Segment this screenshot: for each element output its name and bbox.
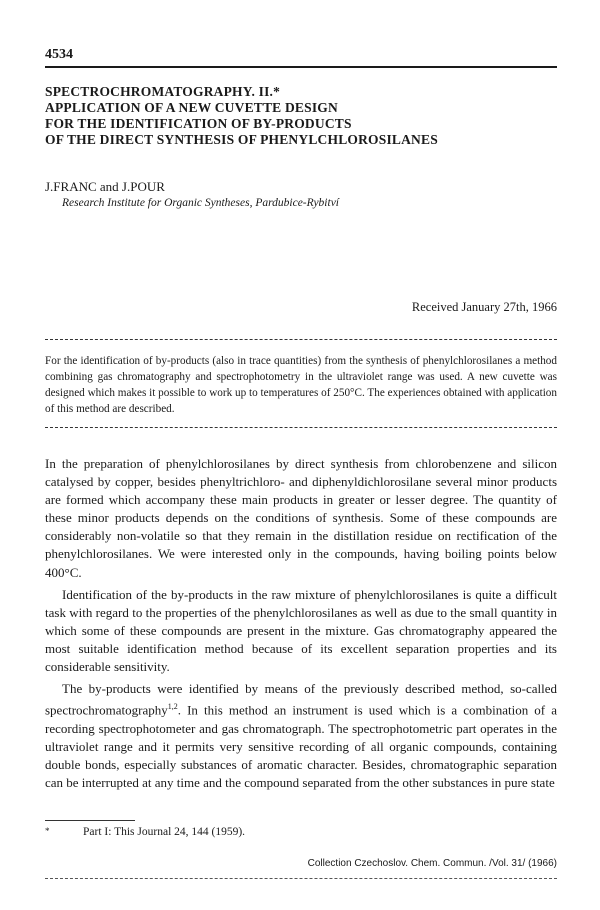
paragraph [45,680,557,792]
paragraph: In the preparation of phenylchlorosilanes by direct synthesis from chlorobenzene and silicon catalysed by copper, besides phenyltrichloro- and diphenyldichlorosilane several minor products are formed which accompany these main products in greater or lesser degree. The quantity of these minor products depends on the conditions of synthesis. Some of these compounds are considerably non-volatile so that they remain in the distillation residue on rectification of the phenylchlorosilanes. We were interested only in the compounds, having boiling points below 400°C. [45,456,557,580]
title-line: OF THE DIRECT SYNTHESIS OF PHENYLCHLOROSILANES [45,132,438,147]
reference-superscript: 1,2 [167,702,178,712]
footnote-text: Part I: This Journal 24, 144 (1959). [83,826,246,838]
authors: J.FRANC and J.POUR [45,179,165,194]
abstract: For the identification of by-products (also in trace quantities) from the synthesis of phenylchlorosilanes a method combining gas chromatography and spectrophotometry in the ultraviolet range was used. A new cuvette was designed which makes it possible to work up to temperatures of 250°C. The experiences obtained with application of this method are described. [45,355,557,415]
footnote-mark: * [45,826,50,836]
affiliation: Research Institute for Organic Syntheses, Pardubice-Rybitví [62,197,339,209]
header-rule [45,66,557,68]
footer-rule [45,878,557,879]
title-line: SPECTROCHROMATOGRAPHY. II.* [45,84,281,99]
received-date: Received January 27th, 1966 [411,300,557,314]
abstract-bottom-rule [45,427,557,428]
title-line: FOR THE IDENTIFICATION OF BY-PRODUCTS [45,116,352,131]
journal-citation: Collection Czechoslov. Chem. Commun. /Vol. 31/ (1966) [307,858,557,869]
footnote-rule [45,820,135,821]
abstract-top-rule [45,339,557,340]
footnote [45,826,245,838]
article-title [45,84,565,148]
title-line: APPLICATION OF A NEW CUVETTE DESIGN [45,100,338,115]
paragraph-text: . In this method an instrument is used which is a combination of a recording spectrophotometer and gas chromatograph. The spectrophotometric part operates in the ultraviolet range and it permits very sensitive recording of all organic compounds, containing double bonds, especially substances of aromatic character. Besides, chromatographic separation can be interrupted at any time and the compound separated from the other substances in pure state [45,702,557,790]
paragraph-text: The by-products were identified by means of the previously described method, so-called spectrochromatography [45,681,557,718]
page-number: 4534 [45,47,73,62]
body-text [45,455,557,792]
paragraph: Identification of the by-products in the raw mixture of phenylchlorosilanes is quite a difficult task with regard to the properties of the phenylchlorosilanes as well as due to the small quantity in which some of these compounds are present in the mixture. Gas chromatography appeared the most suitable identification method because of its excellent separation properties and its considerable sensitivity. [45,586,557,675]
